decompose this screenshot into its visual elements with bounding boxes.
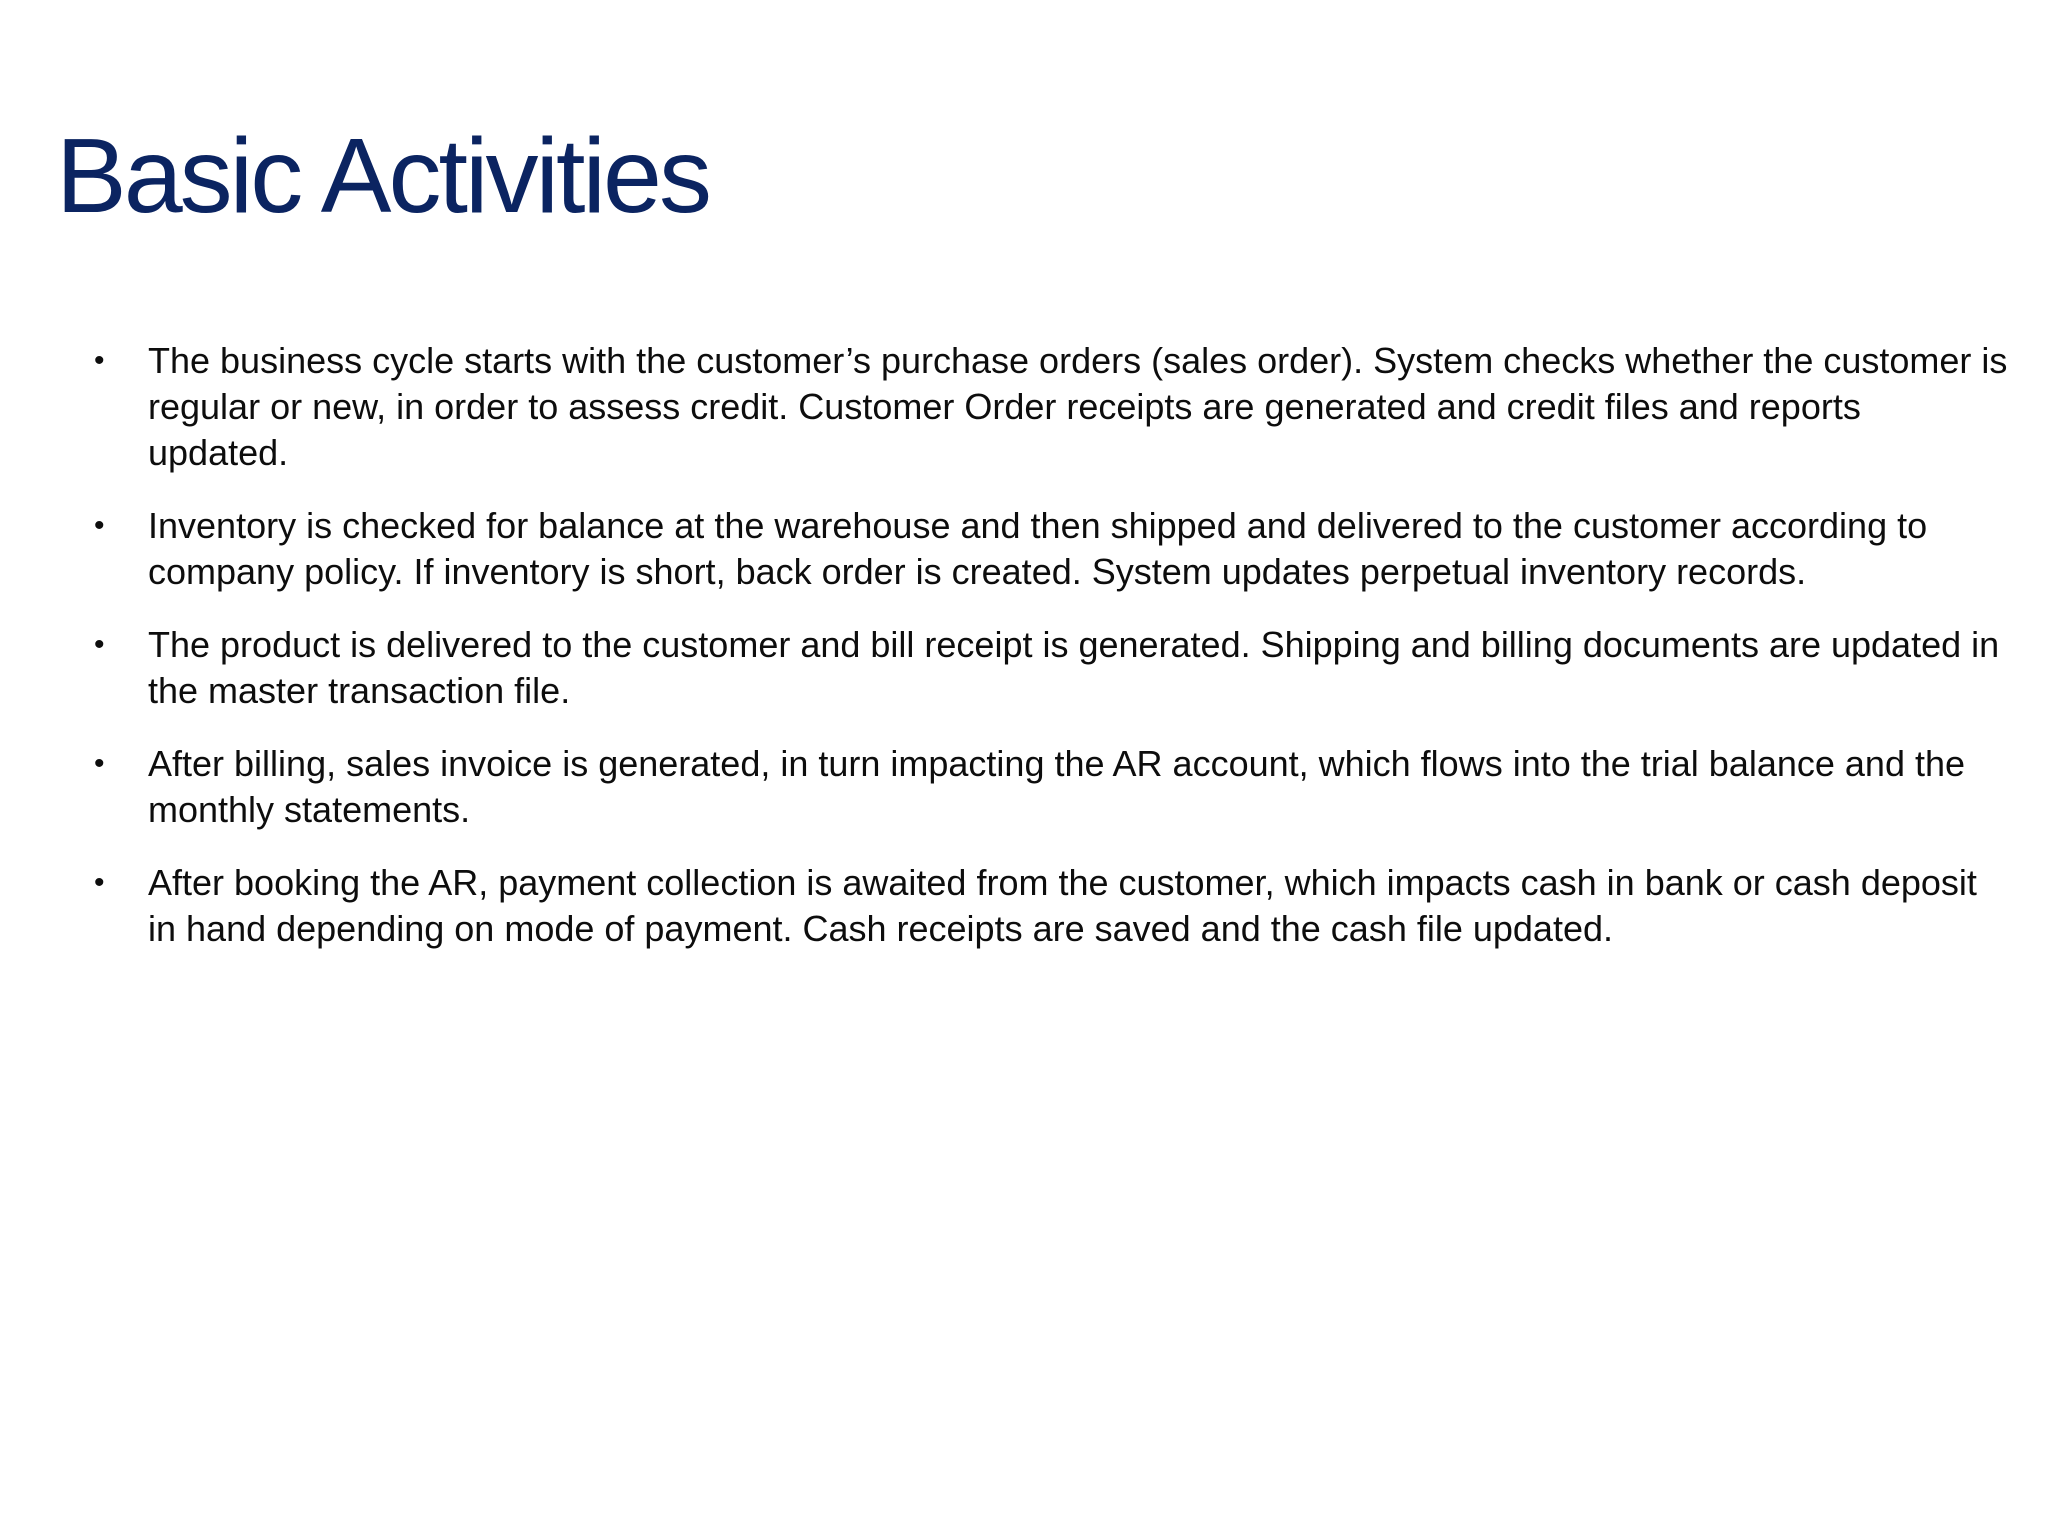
bullet-item — [90, 503, 2010, 595]
bullet-list — [90, 338, 2010, 979]
bullet-text: Inventory is checked for balance at the warehouse and then shipped and delivered to the customer according to company policy. If inventory is short, back order is created. System updates perpetual inventory records. — [148, 505, 1928, 592]
bullet-item — [90, 741, 2010, 833]
bullet-dot-icon: • — [94, 628, 105, 661]
bullet-text: The product is delivered to the customer and bill receipt is generated. Shipping and billing documents are updated in the master transaction file. — [148, 624, 2000, 711]
bullet-dot-icon: • — [94, 747, 105, 780]
bullet-item — [90, 338, 2010, 476]
bullet-text: After booking the AR, payment collection is awaited from the customer, which impacts cash in bank or cash deposit in hand depending on mode of payment. Cash receipts are saved and the cash file updated. — [148, 862, 1977, 949]
slide-title: Basic Activities — [56, 117, 710, 235]
bullet-dot-icon: • — [94, 866, 105, 899]
bullet-item — [90, 622, 2010, 714]
bullet-dot-icon: • — [94, 509, 105, 542]
bullet-dot-icon: • — [94, 344, 105, 377]
bullet-text: The business cycle starts with the customer’s purchase orders (sales order). System checks whether the customer is regular or new, in order to assess credit. Customer Order receipts are generated and credit files and reports updated. — [148, 340, 2008, 473]
bullet-item — [90, 860, 2010, 952]
bullet-text: After billing, sales invoice is generated, in turn impacting the AR account, which flows into the trial balance and the monthly statements. — [148, 743, 1966, 830]
